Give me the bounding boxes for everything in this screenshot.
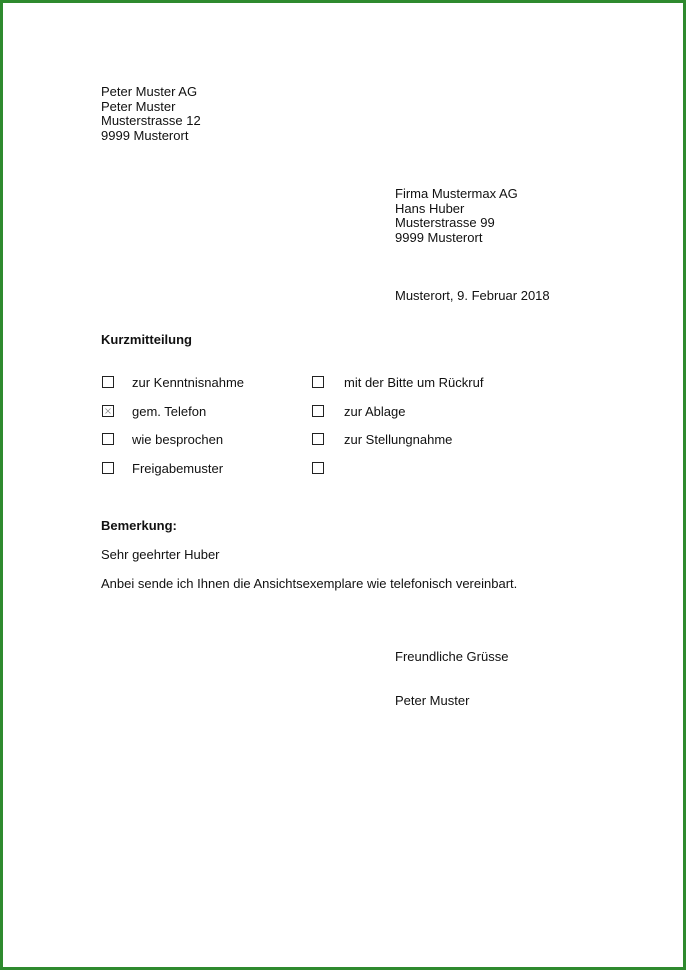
sender-address bbox=[101, 85, 201, 143]
recipient-company: Firma Mustermax AG bbox=[395, 186, 518, 201]
checkbox-label-rueckruf: mit der Bitte um Rückruf bbox=[344, 375, 484, 390]
checkbox-label-ablage: zur Ablage bbox=[344, 404, 406, 419]
remark-body: Anbei sende ich Ihnen die Ansichtsexemplare wie telefonisch vereinbart. bbox=[101, 576, 518, 591]
checkbox-telefon[interactable] bbox=[102, 405, 114, 417]
checkbox-label-stellungnahme: zur Stellungnahme bbox=[344, 432, 453, 447]
subject-heading: Kurzmitteilung bbox=[101, 332, 192, 347]
checkbox-freigabemuster[interactable] bbox=[102, 462, 114, 474]
remark-heading: Bemerkung: bbox=[101, 518, 177, 533]
checkbox-stellungnahme[interactable] bbox=[312, 433, 324, 445]
checkmark-x-icon bbox=[103, 406, 113, 416]
closing-signature: Peter Muster bbox=[395, 693, 470, 708]
date-line: Musterort, 9. Februar 2018 bbox=[395, 288, 550, 303]
checkbox-empty[interactable] bbox=[312, 462, 324, 474]
sender-city: 9999 Musterort bbox=[101, 127, 189, 143]
closing-greeting: Freundliche Grüsse bbox=[395, 649, 509, 664]
recipient-address bbox=[395, 187, 518, 245]
sender-name: Peter Muster bbox=[101, 98, 176, 114]
checkbox-kenntnisnahme[interactable] bbox=[102, 376, 114, 388]
checkbox-rueckruf[interactable] bbox=[312, 376, 324, 388]
checkbox-besprochen[interactable] bbox=[102, 433, 114, 445]
recipient-street: Musterstrasse 99 bbox=[395, 215, 495, 231]
remark-salutation: Sehr geehrter Huber bbox=[101, 547, 220, 562]
checkbox-label-besprochen: wie besprochen bbox=[132, 432, 224, 447]
checkbox-ablage[interactable] bbox=[312, 405, 324, 417]
sender-street: Musterstrasse 12 bbox=[101, 113, 201, 129]
checkbox-label-telefon: gem. Telefon bbox=[132, 404, 207, 419]
recipient-city: 9999 Musterort bbox=[395, 229, 483, 245]
checkbox-label-kenntnisnahme: zur Kenntnisnahme bbox=[132, 375, 245, 390]
checkbox-label-freigabemuster: Freigabemuster bbox=[132, 461, 224, 476]
recipient-name: Hans Huber bbox=[395, 200, 465, 216]
sender-company: Peter Muster AG bbox=[101, 84, 198, 99]
